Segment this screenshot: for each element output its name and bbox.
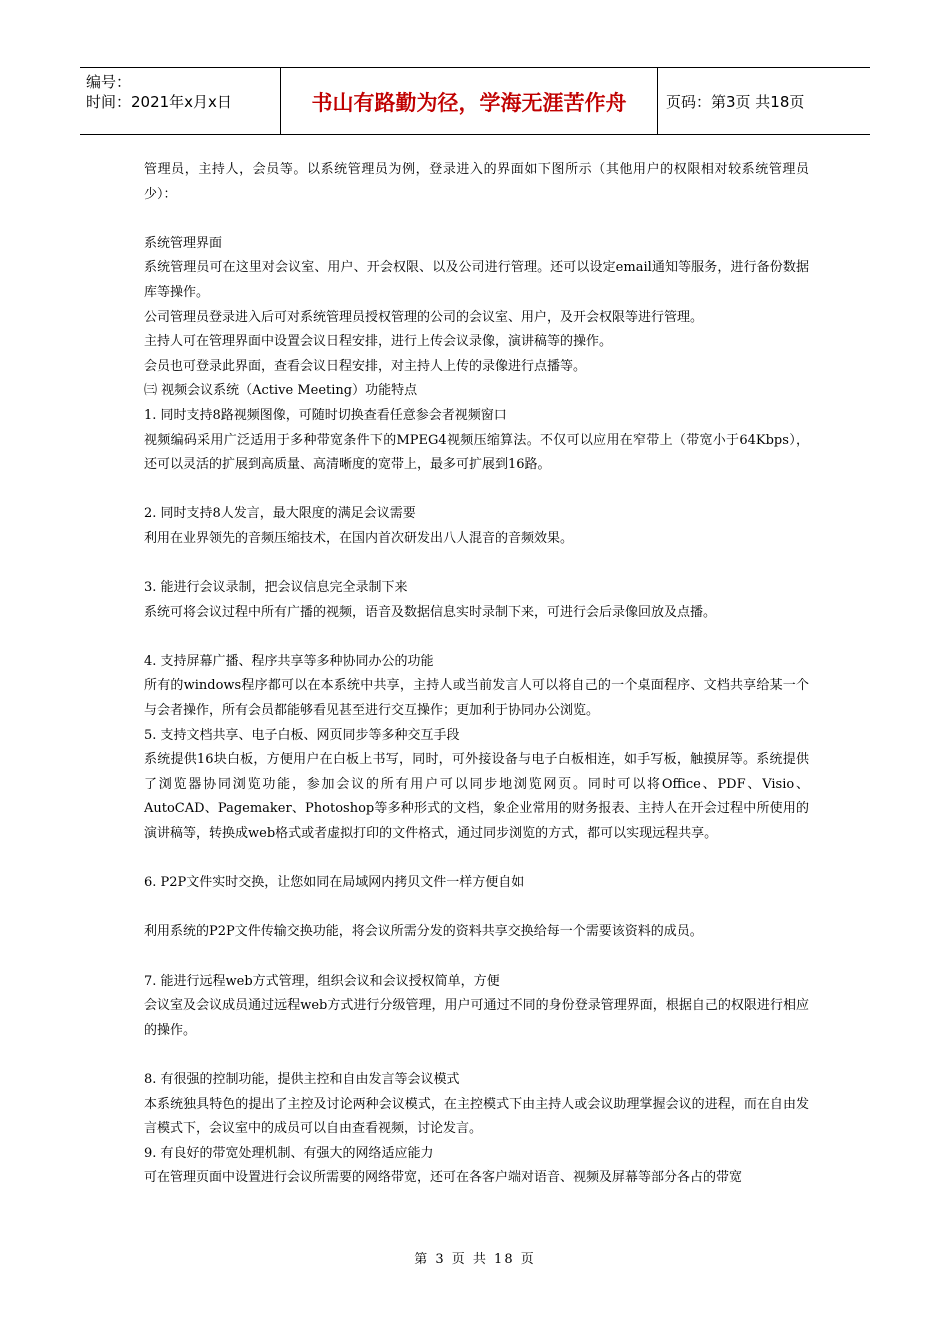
header-meta	[86, 72, 232, 112]
blank-line	[144, 625, 809, 650]
paragraph: 主持人可在管理界面中设置会议日程安排，进行上传会议录像，演讲稿等的操作。	[144, 334, 613, 350]
paragraph: 所有的windows程序都可以在本系统中共享，主持人或当前发言人可以将自己的一个桌面程序、文档共享给某一个与会者操作，所有会员都能够看见甚至进行交互操作；更加利于协同办公浏览。	[144, 678, 809, 719]
number-label: 编号：	[86, 73, 132, 91]
blank-line	[144, 207, 809, 232]
paragraph: 会员也可登录此界面，查看会议日程安排，对主持人上传的录像进行点播等。	[144, 358, 587, 374]
time-label: 时间：2021年x月x日	[86, 93, 232, 111]
paragraph: 系统管理界面	[144, 235, 223, 251]
paragraph: 9. 有良好的带宽处理机制、有强大的网络适应能力	[144, 1145, 434, 1161]
paragraph: 4. 支持屏幕广播、程序共享等多种协同办公的功能	[144, 653, 434, 669]
paragraph: 会议室及会议成员通过远程web方式进行分级管理，用户可通过不同的身份登录管理界面，根据自己的权限进行相应的操作。	[144, 998, 809, 1038]
paragraph: 7. 能进行远程web方式管理，组织会议和会议授权简单，方便	[144, 973, 500, 989]
paragraph: ㈢ 视频会议系统（Active Meeting）功能特点	[144, 383, 418, 399]
header-divider	[657, 68, 658, 135]
paragraph: 利用在业界领先的音频压缩技术，在国内首次研发出八人混音的音频效果。	[144, 530, 574, 546]
header-motto: 书山有路勤为径，学海无涯苦作舟	[311, 90, 627, 115]
blank-line	[144, 1043, 809, 1068]
paragraph: 3. 能进行会议录制，把会议信息完全录制下来	[144, 580, 408, 596]
blank-line	[144, 847, 809, 872]
page-footer: 第 3 页 共 18 页	[414, 1252, 536, 1267]
paragraph: 6. P2P文件实时交换，让您如同在局域网内拷贝文件一样方便自如	[144, 875, 525, 891]
page-header	[80, 67, 870, 135]
paragraph: 视频编码采用广泛适用于多种带宽条件下的MPEG4视频压缩算法。不仅可以应用在窄带上（带宽小于64Kbps），还可以灵活的扩展到高质量、高清晰度的宽带上，最多可扩展到16路。	[144, 432, 809, 473]
header-page-code: 页码：第3页 共18页	[666, 93, 805, 111]
paragraph: 系统管理员可在这里对会议室、用户、开会权限、以及公司进行管理。还可以设定email通知等服务，进行备份数据库等操作。	[144, 260, 809, 300]
blank-line	[144, 552, 809, 577]
paragraph: 2. 同时支持8人发言，最大限度的满足会议需要	[144, 506, 416, 522]
paragraph: 5. 支持文档共享、电子白板、网页同步等多种交互手段	[144, 727, 460, 743]
paragraph: 本系统独具特色的提出了主控及讨论两种会议模式，在主控模式下由主持人或会议助理掌握会议的进程，而在自由发言模式下，会议室中的成员可以自由查看视频，讨论发言。	[144, 1096, 809, 1137]
paragraph: 利用系统的P2P文件传输交换功能，将会议所需分发的资料共享交换给每一个需要该资料的成员。	[144, 924, 703, 940]
paragraph: 管理员，主持人，会员等。以系统管理员为例，登录进入的界面如下图所示（其他用户的权限相对较系统管理员少）：	[144, 162, 809, 202]
paragraph: 系统提供16块白板，方便用户在白板上书写，同时，可外接设备与电子白板相连，如手写板，触摸屏等。系统提供了浏览器协同浏览功能，参加会议的所有用户可以同步地浏览网页。同时可以将Office、PDF、Visio、AutoCAD、Pagemaker、Photoshop等多种形式的文档，象企业常用的财务报表、主持人在开会过程中所使用的演讲稿等，转换成web格式或者虚拟打印的文件格式，通过同步浏览的方式，都可以实现远程共享。	[144, 752, 809, 842]
paragraph: 系统可将会议过程中所有广播的视频，语音及数据信息实时录制下来，可进行会后录像回放及点播。	[144, 604, 717, 620]
paragraph: 公司管理员登录进入后可对系统管理员授权管理的公司的会议室、用户，及开会权限等进行管理。	[144, 309, 704, 325]
blank-line	[144, 478, 809, 503]
paragraph: 可在管理页面中设置进行会议所需要的网络带宽，还可在各客户端对语音、视频及屏幕等部分各占的带宽	[144, 1170, 743, 1186]
document-body	[144, 158, 809, 1191]
blank-line	[144, 896, 809, 921]
paragraph: 1. 同时支持8路视频图像，可随时切换查看任意参会者视频窗口	[144, 407, 507, 423]
blank-line	[144, 945, 809, 970]
paragraph: 8. 有很强的控制功能，提供主控和自由发言等会议模式	[144, 1071, 460, 1087]
